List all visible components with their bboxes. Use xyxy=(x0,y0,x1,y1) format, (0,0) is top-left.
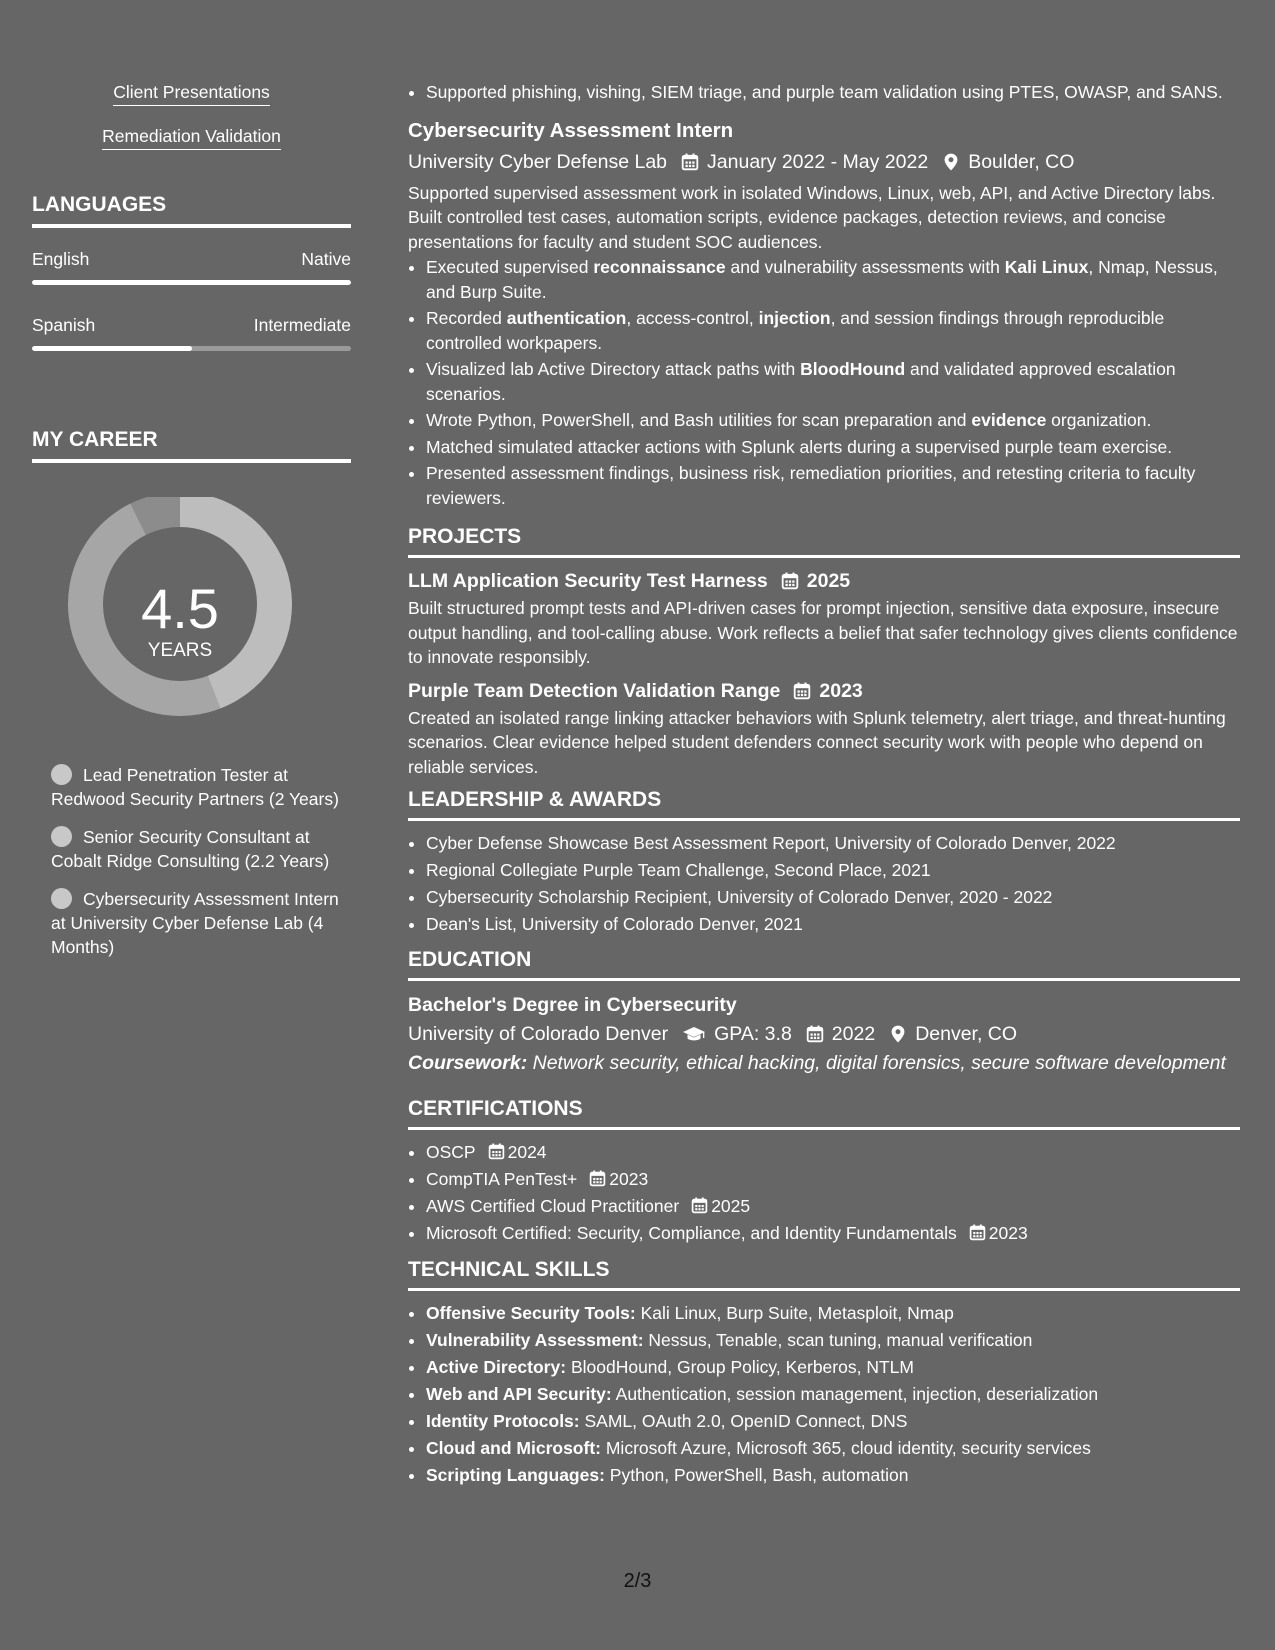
list-item: • Dean's List, University of Colorado Denver, 2021 xyxy=(426,912,1240,937)
job-bullets xyxy=(408,255,1240,510)
list-item: • Cloud and Microsoft: Microsoft Azure, Microsoft 365, cloud identity, security services xyxy=(426,1436,1240,1461)
project-desc: Created an isolated range linking attacker behaviors with Splunk telemetry, alert triage, and threat-hunting scenarios. Clear evidence helped student defenders connect security work with people who depend on reliable services. xyxy=(408,707,1226,777)
certifications-list xyxy=(408,1140,1240,1246)
education-heading: EDUCATION xyxy=(408,947,1240,981)
school-location: Denver, CO xyxy=(915,1022,1018,1045)
language-item xyxy=(32,248,351,285)
calendar-icon xyxy=(681,153,699,171)
career-item: Lead Penetration Tester at Redwood Security Partners (2 Years) xyxy=(51,765,339,809)
graduation-year: 2022 xyxy=(831,1022,876,1045)
page-number: 2/3 xyxy=(623,1570,652,1592)
list-item: • Supported phishing, vishing, SIEM triage, and purple team validation using PTES, OWASP, and SANS. xyxy=(426,80,1240,105)
legend-dot xyxy=(51,826,72,847)
projects-heading: PROJECTS xyxy=(408,524,1240,558)
language-name: English xyxy=(32,249,90,269)
career-item: Senior Security Consultant at Cobalt Ridge Consulting (2.2 Years) xyxy=(51,827,330,871)
calendar-icon xyxy=(589,1170,606,1187)
list-item: • Active Directory: BloodHound, Group Policy, Kerberos, NTLM xyxy=(426,1355,1240,1380)
calendar-icon xyxy=(806,1025,824,1043)
list-item: • Vulnerability Assessment: Nessus, Tenable, scan tuning, manual verification xyxy=(426,1328,1240,1353)
list-item: • Cyber Defense Showcase Best Assessment Report, University of Colorado Denver, 2022 xyxy=(426,831,1240,856)
awards-heading: LEADERSHIP & AWARDS xyxy=(408,787,1240,821)
calendar-icon xyxy=(793,682,811,700)
job-entry xyxy=(408,117,1240,511)
language-name: Spanish xyxy=(32,315,96,335)
language-bar xyxy=(32,346,351,351)
calendar-icon xyxy=(691,1197,708,1214)
project-desc: Built structured prompt tests and API-driven cases for prompt injection, sensitive data exposure, insecure output handling, and tool-calling abuse. Work reflects a belief that safer technology gives clients confidence to innovate responsibly. xyxy=(408,598,1238,667)
list-item: • CompTIA PenTest+ 2023 xyxy=(426,1167,1240,1192)
career-item: Cybersecurity Assessment Intern at University Cyber Defense Lab (4 Months) xyxy=(51,889,339,957)
skill-tag: Client Presentations xyxy=(32,82,351,106)
project-year: 2025 xyxy=(806,570,851,592)
skill-tag: Remediation Validation xyxy=(32,126,351,150)
list-item: • Offensive Security Tools: Kali Linux, Burp Suite, Metasploit, Nmap xyxy=(426,1301,1240,1326)
list-item: • OSCP 2024 xyxy=(426,1140,1240,1165)
languages-heading: LANGUAGES xyxy=(32,192,351,228)
job-summary: Supported supervised assessment work in isolated Windows, Linux, web, API, and Active Directory labs. Built controlled test cases, automation scripts, evidence packages, detection reviews, and concise presentations for faculty and student SOC audiences. xyxy=(408,182,1216,252)
career-legend xyxy=(32,763,351,959)
sidebar xyxy=(32,82,351,973)
certifications-heading: CERTIFICATIONS xyxy=(408,1096,1240,1130)
list-item: • Scripting Languages: Python, PowerShell, Bash, automation xyxy=(426,1463,1240,1488)
job-title: Cybersecurity Assessment Intern xyxy=(408,118,734,142)
project-entry xyxy=(408,678,1240,780)
job-location: Boulder, CO xyxy=(968,150,1075,173)
list-item: • AWS Certified Cloud Practitioner 2025 xyxy=(426,1194,1240,1219)
list-item: • Presented assessment findings, business risk, remediation priorities, and retesting criteria to faculty reviewers. xyxy=(426,461,1240,510)
gpa: GPA: 3.8 xyxy=(714,1022,792,1045)
list-item: • Cybersecurity Scholarship Recipient, University of Colorado Denver, 2020 - 2022 xyxy=(426,885,1240,910)
technical-skills-list xyxy=(408,1301,1240,1488)
main-content xyxy=(408,80,1240,1490)
list-item: • Microsoft Certified: Security, Compliance, and Identity Fundamentals 2023 xyxy=(426,1221,1240,1246)
calendar-icon xyxy=(969,1224,986,1241)
school: University of Colorado Denver xyxy=(408,1022,669,1045)
education-entry xyxy=(408,991,1240,1076)
degree: Bachelor's Degree in Cybersecurity xyxy=(408,993,737,1016)
list-item: • Wrote Python, PowerShell, and Bash utilities for scan preparation and evidence organization. xyxy=(426,408,1240,433)
location-pin-icon xyxy=(942,153,960,171)
language-bar xyxy=(32,280,351,285)
list-item: • Web and API Security: Authentication, session management, injection, deserialization xyxy=(426,1382,1240,1407)
list-item: • Regional Collegiate Purple Team Challenge, Second Place, 2021 xyxy=(426,858,1240,883)
job-dates: January 2022 - May 2022 xyxy=(707,150,929,173)
career-unit: YEARS xyxy=(147,640,213,661)
legend-dot xyxy=(51,764,72,785)
career-total: 4.5 xyxy=(141,577,219,640)
project-entry xyxy=(408,568,1240,670)
language-item xyxy=(32,314,351,351)
technical-skills-heading: TECHNICAL SKILLS xyxy=(408,1257,1240,1291)
legend-dot xyxy=(51,888,72,909)
project-title: LLM Application Security Test Harness xyxy=(408,570,768,592)
job-org: University Cyber Defense Lab xyxy=(408,150,668,173)
coursework: Coursework: Network security, ethical hacking, digital forensics, secure software development xyxy=(408,1051,1226,1074)
list-item: • Executed supervised reconnaissance and vulnerability assessments with Kali Linux, Nmap, Nessus, and Burp Suite. xyxy=(426,255,1240,304)
career-heading: MY CAREER xyxy=(32,427,351,463)
list-item: • Visualized lab Active Directory attack paths with BloodHound and validated approved escalation scenarios. xyxy=(426,357,1240,406)
experience-bullets xyxy=(408,80,1240,105)
graduation-cap-icon xyxy=(682,1025,706,1043)
project-year: 2023 xyxy=(819,679,863,702)
list-item: • Identity Protocols: SAML, OAuth 2.0, OpenID Connect, DNS xyxy=(426,1409,1240,1434)
language-level: Native xyxy=(301,249,351,269)
job-meta xyxy=(408,149,1240,175)
location-pin-icon xyxy=(889,1025,907,1043)
list-item: • Matched simulated attacker actions with Splunk alerts during a supervised purple team exercise. xyxy=(426,435,1240,460)
awards-list xyxy=(408,831,1240,937)
calendar-icon xyxy=(781,572,799,590)
list-item: • Recorded authentication, access-control, injection, and session findings through reproducible controlled workpapers. xyxy=(426,306,1240,355)
career-donut xyxy=(32,497,351,737)
project-title: Purple Team Detection Validation Range xyxy=(408,679,781,702)
language-level: Intermediate xyxy=(253,315,351,335)
education-meta xyxy=(408,1021,1240,1047)
calendar-icon xyxy=(488,1143,505,1160)
